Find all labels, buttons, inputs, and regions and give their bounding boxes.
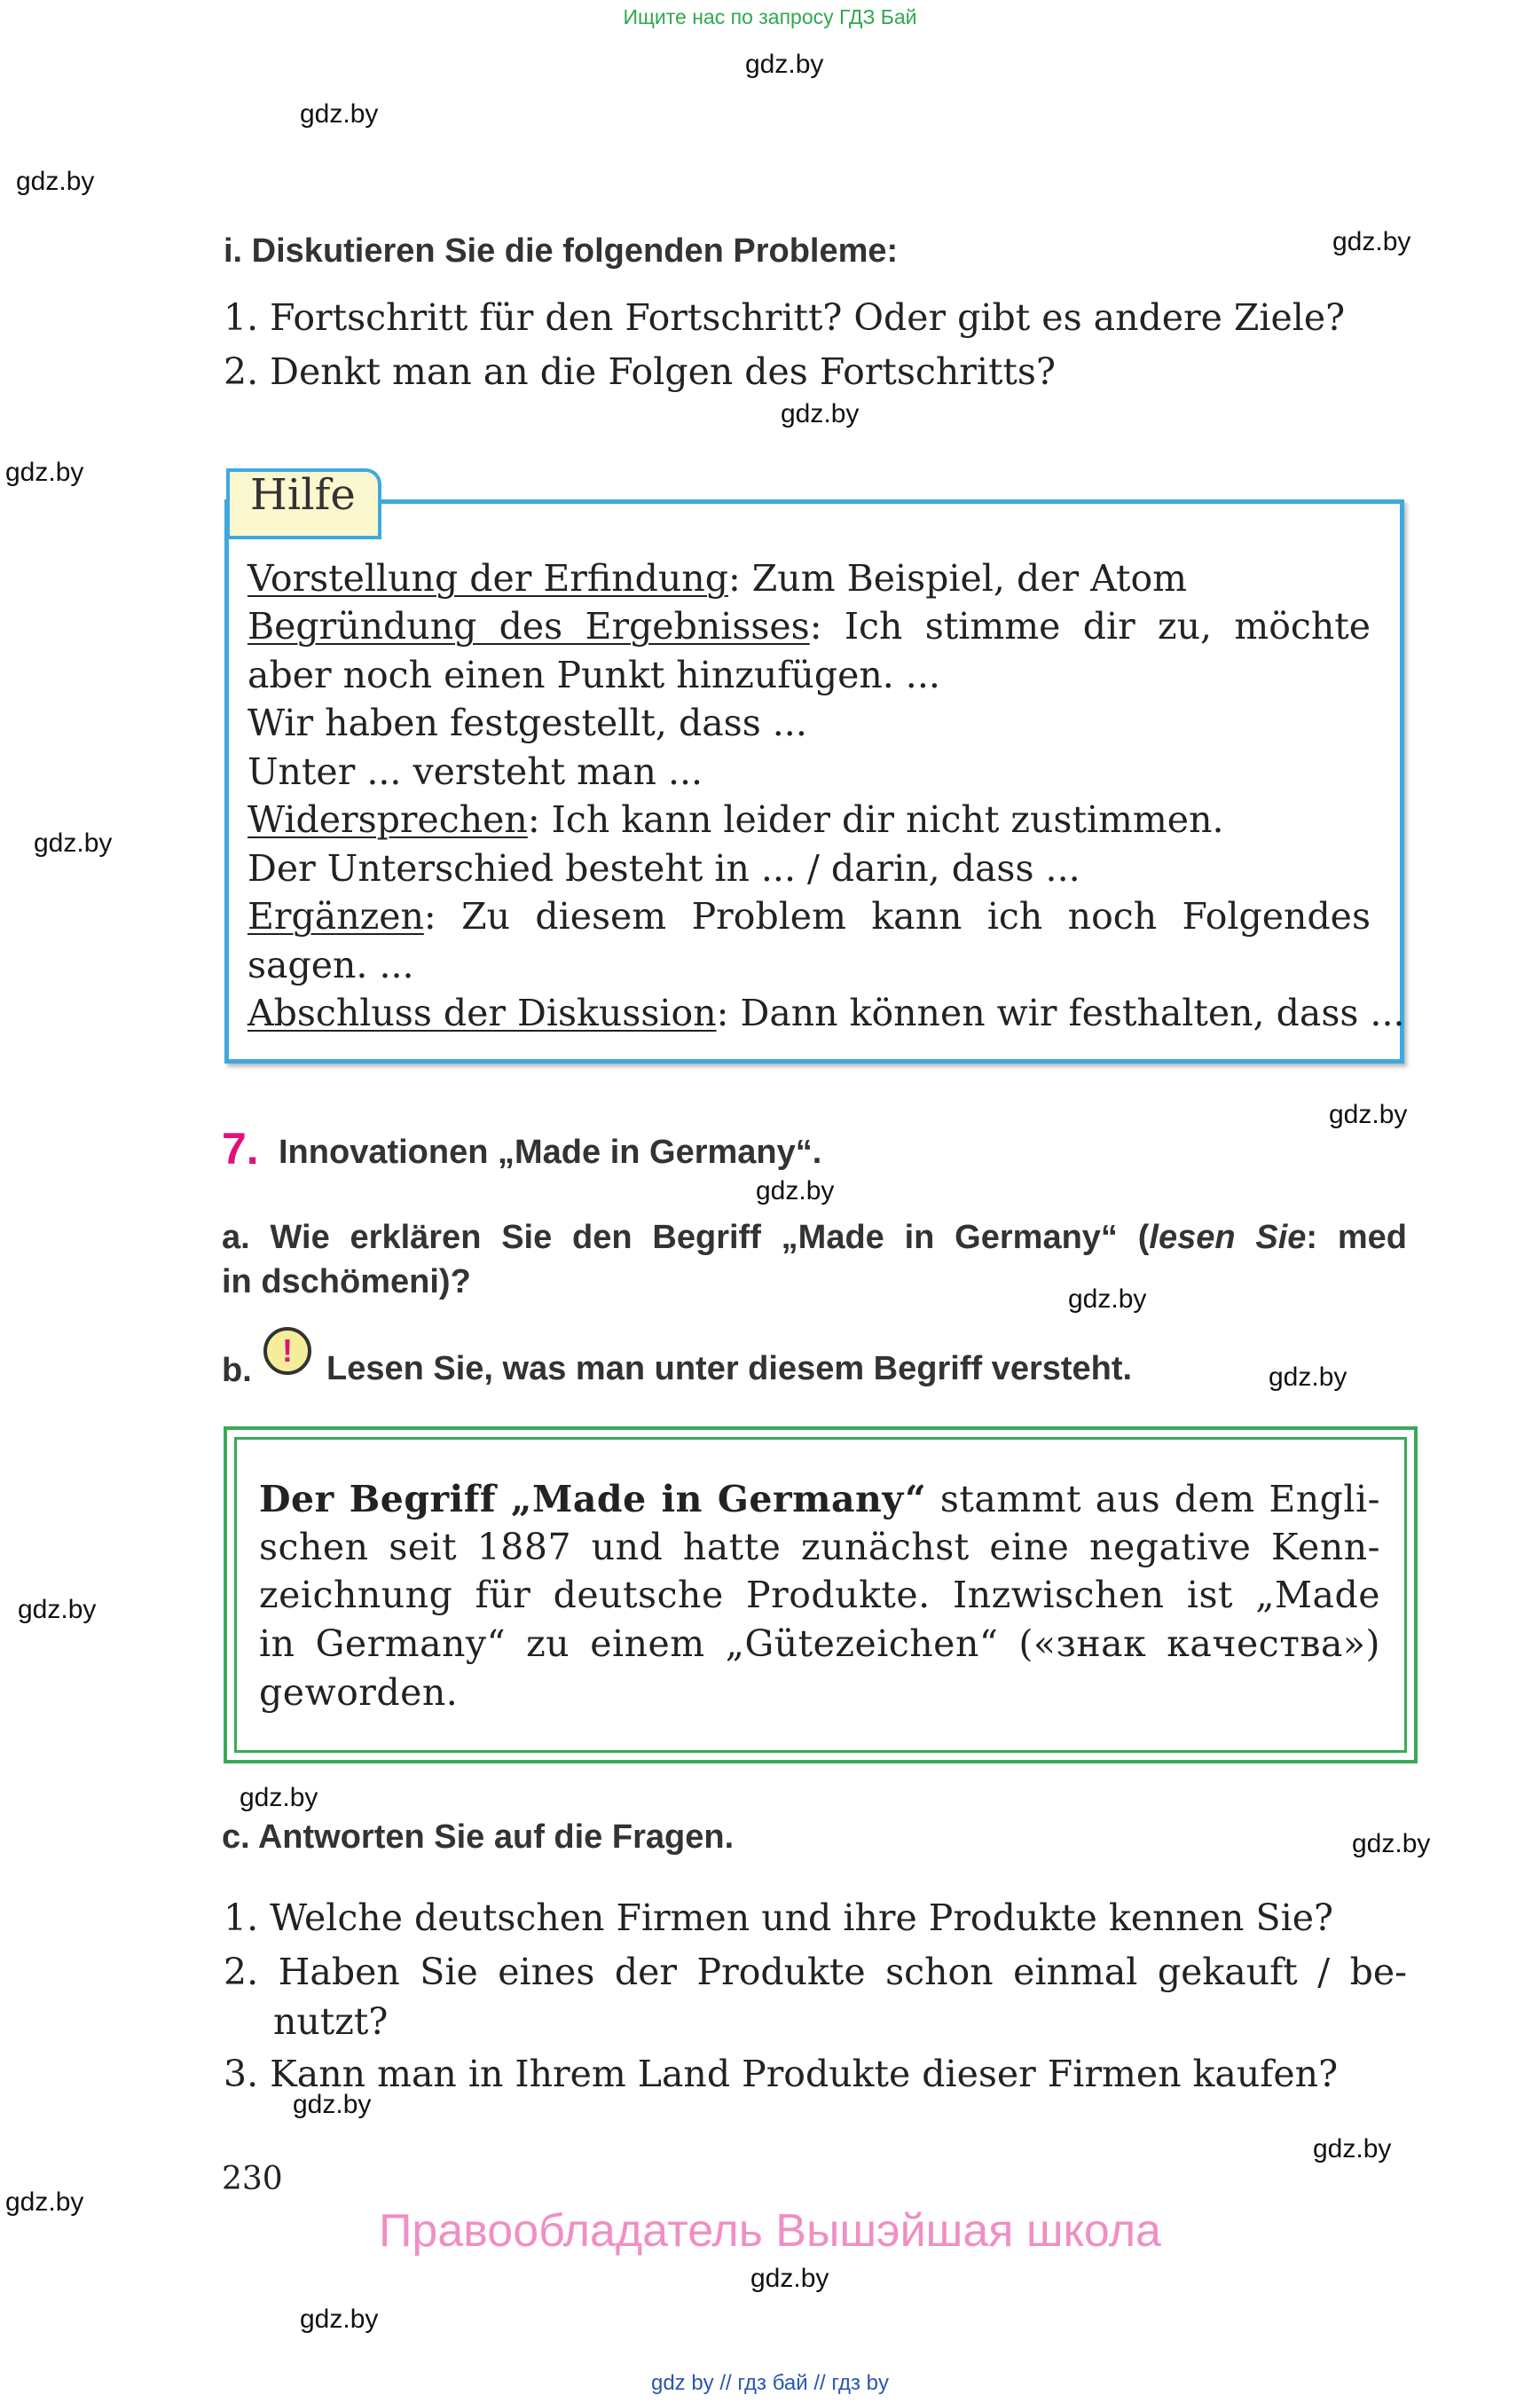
task-b-text: Lesen Sie, was man unter diesem Begriff versteht. [326,1350,1133,1387]
watermark: gdz.by [300,2305,379,2334]
watermark: gdz.by [5,2187,84,2217]
info-box-line: geworden. [259,1671,459,1714]
watermark: gdz.by [18,1595,97,1624]
watermark: gdz.by [240,1783,318,1812]
watermark: gdz.by [16,167,95,196]
hilfe-line: Wir haben festgestellt, dass ... [248,702,807,744]
watermark: gdz.by [1269,1362,1348,1392]
task-title: Innovationen „Made in Germany“. [279,1134,822,1171]
watermark: gdz.by [1332,227,1411,256]
hilfe-line: Abschluss der Diskussion: Dann können wir festhalten, dass ... [248,992,1405,1034]
hilfe-line: Der Unterschied besteht in ... / darin, dass ... [248,847,1080,890]
watermark: gdz.by [745,50,824,79]
info-box-line: Der Begriff „Made in Germany“ stammt aus dem Engli- [259,1478,1380,1520]
exclamation-icon: ! [263,1327,311,1375]
info-box-line: in Germany“ zu einem „Gütezeichen“ («знак качества») [259,1622,1380,1665]
task-c-heading: c. Antworten Sie auf die Fragen. [222,1818,735,1856]
list-item: 1. Fortschritt für den Fortschritt? Oder gibt es andere Ziele? [224,296,1346,339]
section-i-heading: i. Diskutieren Sie die folgenden Probleme: [224,232,899,270]
hilfe-line: Unter ... versteht man ... [248,750,703,793]
watermark: gdz.by [1313,2134,1392,2163]
watermark: gdz.by [293,2090,372,2119]
task-b-label: b. [222,1352,252,1389]
watermark: gdz.by [34,828,113,858]
copyright-notice: Правообладатель Вышэйшая школа [379,2205,1161,2257]
task-number: 7. [222,1124,259,1174]
watermark: gdz.by [300,99,379,129]
page-number: 230 [222,2161,283,2197]
footer-links[interactable]: gdz by // гдз бай // гдз by [650,2371,890,2395]
info-box-line: schen seit 1887 und hatte zunächst eine negative Kenn- [259,1526,1380,1568]
watermark: gdz.by [1352,1829,1431,1858]
watermark: gdz.by [756,1176,835,1205]
list-item: nutzt? [273,2000,389,2043]
task-a-line2: in dschömeni)? [222,1263,471,1300]
hilfe-tab-label: Hilfe [250,470,356,520]
list-item: 3. Kann man in Ihrem Land Produkte dieser Firmen kaufen? [224,2053,1339,2095]
list-item: 1. Welche deutschen Firmen und ihre Produkte kennen Sie? [224,1896,1333,1939]
watermark: gdz.by [5,458,84,487]
hilfe-line: sagen. ... [248,944,414,986]
watermark: gdz.by [1068,1284,1147,1314]
task-a-line1: a. Wie erklären Sie den Begriff „Made in Germany“ (lesen Sie: med [222,1219,1407,1256]
watermark: gdz.by [781,399,860,428]
hilfe-line: aber noch einen Punkt hinzufügen. ... [248,654,940,696]
list-item: 2. Haben Sie eines der Produkte schon einmal gekauft / be- [224,1951,1407,1993]
top-banner: Ищите нас по запросу ГДЗ Бай [623,5,917,28]
watermark: gdz.by [750,2264,829,2293]
info-box-line: zeichnung für deutsche Produkte. Inzwischen ist „Made [259,1574,1380,1616]
hilfe-line: Widersprechen: Ich kann leider dir nicht zustimmen. [248,798,1224,841]
hilfe-line: Vorstellung der Erfindung: Zum Beispiel, der Atom [248,557,1188,600]
list-item: 2. Denkt man an die Folgen des Fortschritts? [224,350,1056,393]
hilfe-line: Begründung des Ergebnisses: Ich stimme dir zu, möchte [248,605,1371,648]
watermark: gdz.by [1329,1100,1408,1129]
hilfe-line: Ergänzen: Zu diesem Problem kann ich noch Folgendes [248,895,1371,938]
